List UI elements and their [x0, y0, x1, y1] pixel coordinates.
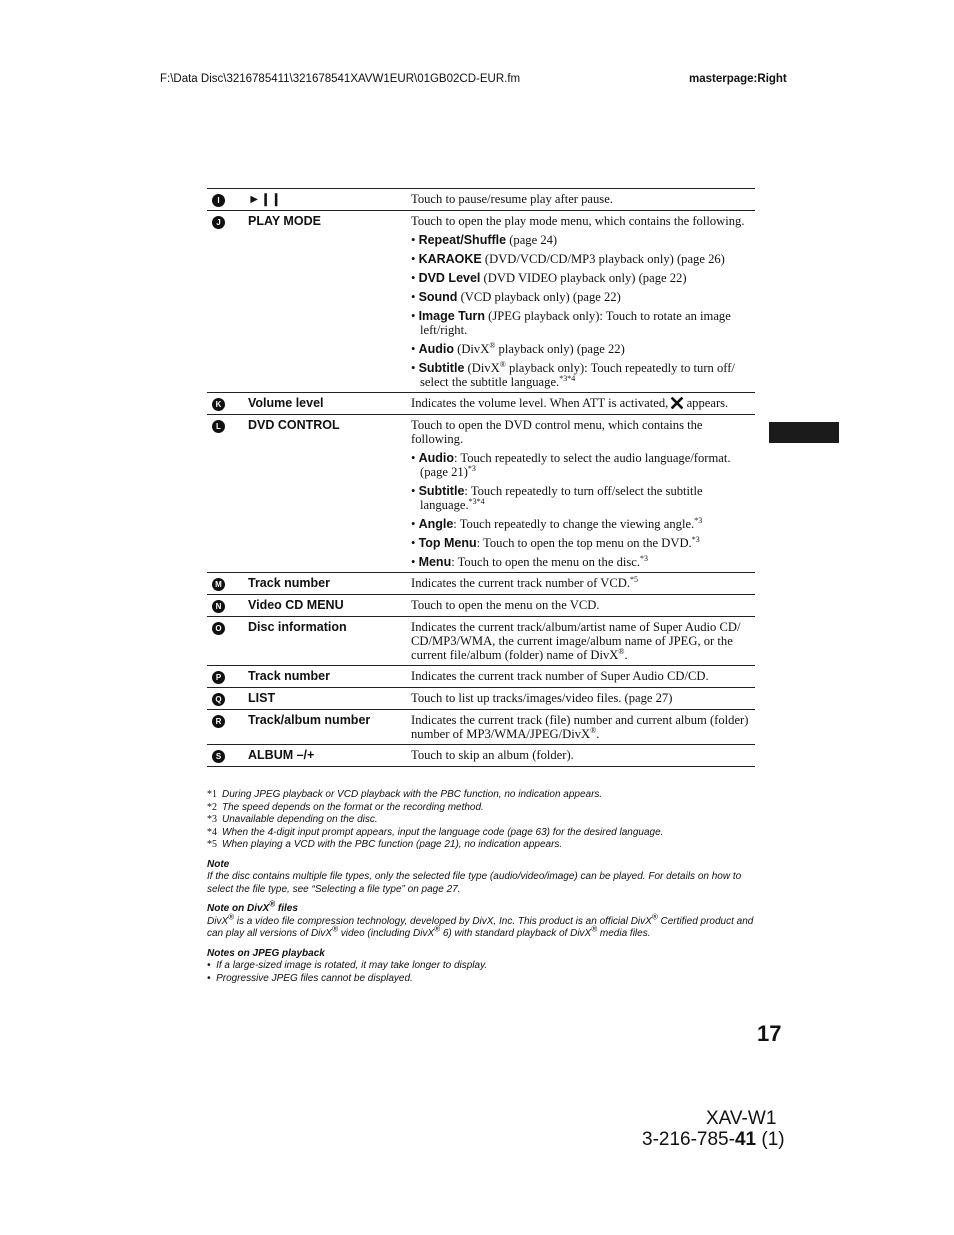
table-row	[207, 189, 755, 211]
divx-note-text: DivX® is a video file compression technology, developed by DivX, Inc. This product is an official DivX® Certified product and can play all versions of DivX® video (including DivX® 6) with standard playback of DivX® media files.	[207, 912, 754, 939]
notes-section	[207, 789, 759, 985]
table-row	[207, 393, 755, 415]
list-item: • Top Menu: Touch to open the top menu on the DVD.$^{*3}$	[411, 534, 700, 550]
list-item: • Repeat/Shuffle (page 24)	[411, 233, 558, 247]
table-row	[207, 595, 755, 617]
item-desc: Touch to skip an album (folder).	[411, 748, 574, 762]
note-text: If the disc contains multiple file types, only the selected file type (audio/video/image) can be played. For details on how to select the file type, see “Selecting a file type” on page 27.	[207, 871, 742, 895]
list-item: • Sound (VCD playback only) (page 22)	[411, 290, 621, 304]
model-number: XAV-W1	[706, 1108, 777, 1129]
item-name: LIST	[248, 691, 276, 705]
item-badge: S	[212, 750, 225, 763]
list-item: • DVD Level (DVD VIDEO playback only) (page 22)	[411, 271, 687, 285]
table-row	[207, 666, 755, 688]
divx-note-heading: Note on DivX® files	[207, 899, 298, 914]
table-row	[207, 617, 755, 666]
item-desc: Indicates the current track (file) number and current album (folder) number of MP3/WMA/JPEG/DivX®.	[411, 713, 749, 741]
item-badge: M	[212, 578, 225, 591]
list-item: • KARAOKE (DVD/VCD/CD/MP3 playback only) (page 26)	[411, 252, 725, 266]
item-badge: O	[212, 622, 225, 635]
item-badge: J	[212, 216, 225, 229]
footnote: *5 When playing a VCD with the PBC function (page 21), no indication appears.	[207, 839, 563, 850]
item-name: Track number	[248, 576, 330, 590]
item-desc: Touch to list up tracks/images/video files. (page 27)	[411, 691, 673, 705]
list-item: • Image Turn (JPEG playback only): Touch to rotate an image left/right.	[411, 309, 731, 337]
item-name: Video CD MENU	[248, 598, 344, 612]
item-desc: Indicates the current track/album/artist name of Super Audio CD/ CD/MP3/WMA, the current image/album name of JPEG, or the current file/album (folder) name of DivX®.	[411, 620, 741, 662]
table-row	[207, 745, 755, 767]
item-desc: Touch to pause/resume play after pause.	[411, 192, 613, 206]
item-name: Track number	[248, 669, 330, 683]
jpeg-notes-heading: Notes on JPEG playback	[207, 947, 325, 959]
item-desc: Touch to open the menu on the VCD.	[411, 598, 600, 612]
footnote: *2 The speed depends on the format or the recording method.	[207, 801, 484, 813]
item-desc: Indicates the volume level. When ATT is activated, appears.	[411, 396, 729, 410]
list-item: • Angle: Touch repeatedly to change the viewing angle.$^{*3}$	[411, 515, 703, 531]
footnote: *1 During JPEG playback or VCD playback with the PBC function, no indication appears.	[207, 789, 603, 800]
item-desc: Touch to open the play mode menu, which contains the following.	[411, 214, 745, 228]
item-badge: P	[212, 671, 225, 684]
note-heading: Note	[207, 858, 230, 870]
att-mute-icon	[671, 397, 683, 409]
list-item: • Audio: Touch repeatedly to select the audio language/format. (page 21)$^{*3}$	[411, 451, 731, 479]
list-item: • Subtitle: Touch repeatedly to turn off/select the subtitle language.$^{*3*4}$	[411, 484, 703, 512]
item-name: Volume level	[248, 396, 324, 410]
item-table	[207, 188, 755, 767]
list-item: • Subtitle (DivX® playback only): Touch repeatedly to turn off/ select the subtitle language.$^{*3*4}$	[411, 359, 735, 389]
item-name: Disc information	[248, 620, 347, 634]
item-name: PLAY MODE	[248, 214, 321, 228]
item-badge: R	[212, 715, 225, 728]
item-badge: Q	[212, 693, 225, 706]
item-badge: N	[212, 600, 225, 613]
table-row	[207, 710, 755, 745]
item-badge: L	[212, 420, 225, 433]
part-number: 3-216-785-41 (1)	[642, 1129, 785, 1150]
list-item: • If a large-sized image is rotated, it may take longer to display.	[207, 960, 488, 971]
item-desc: Touch to open the DVD control menu, which contains the following.	[411, 418, 703, 446]
header-masterpage: masterpage:Right	[689, 73, 787, 85]
list-item: • Progressive JPEG files cannot be displayed.	[207, 972, 413, 984]
table-row	[207, 688, 755, 710]
item-badge: K	[212, 398, 225, 411]
item-desc: Indicates the current track number of VCD.$^{*5}$	[411, 574, 639, 590]
item-name: Track/album number	[248, 713, 371, 727]
footnote: *3 Unavailable depending on the disc.	[207, 814, 378, 825]
header-file-path: F:\Data Disc\3216785411\321678541XAVW1EUR\01GB02CD-EUR.fm	[160, 73, 521, 85]
table-row	[207, 415, 755, 573]
list-item: • Audio (DivX® playback only) (page 22)	[411, 340, 625, 356]
item-badge: I	[212, 194, 225, 207]
page-number: 17	[757, 1021, 782, 1046]
table-row	[207, 573, 755, 595]
section-tab-marker	[769, 422, 839, 443]
footnote: *4 When the 4-digit input prompt appears, input the language code (page 63) for the desired language.	[207, 826, 664, 838]
list-item: • Menu: Touch to open the menu on the disc.$^{*3}$	[411, 553, 649, 569]
item-desc: Indicates the current track number of Super Audio CD/CD.	[411, 669, 709, 683]
table-row	[207, 211, 755, 393]
item-name: DVD CONTROL	[248, 418, 340, 432]
play-pause-icon: ►❙❙	[248, 192, 282, 206]
item-name: ALBUM –/+	[248, 748, 315, 762]
